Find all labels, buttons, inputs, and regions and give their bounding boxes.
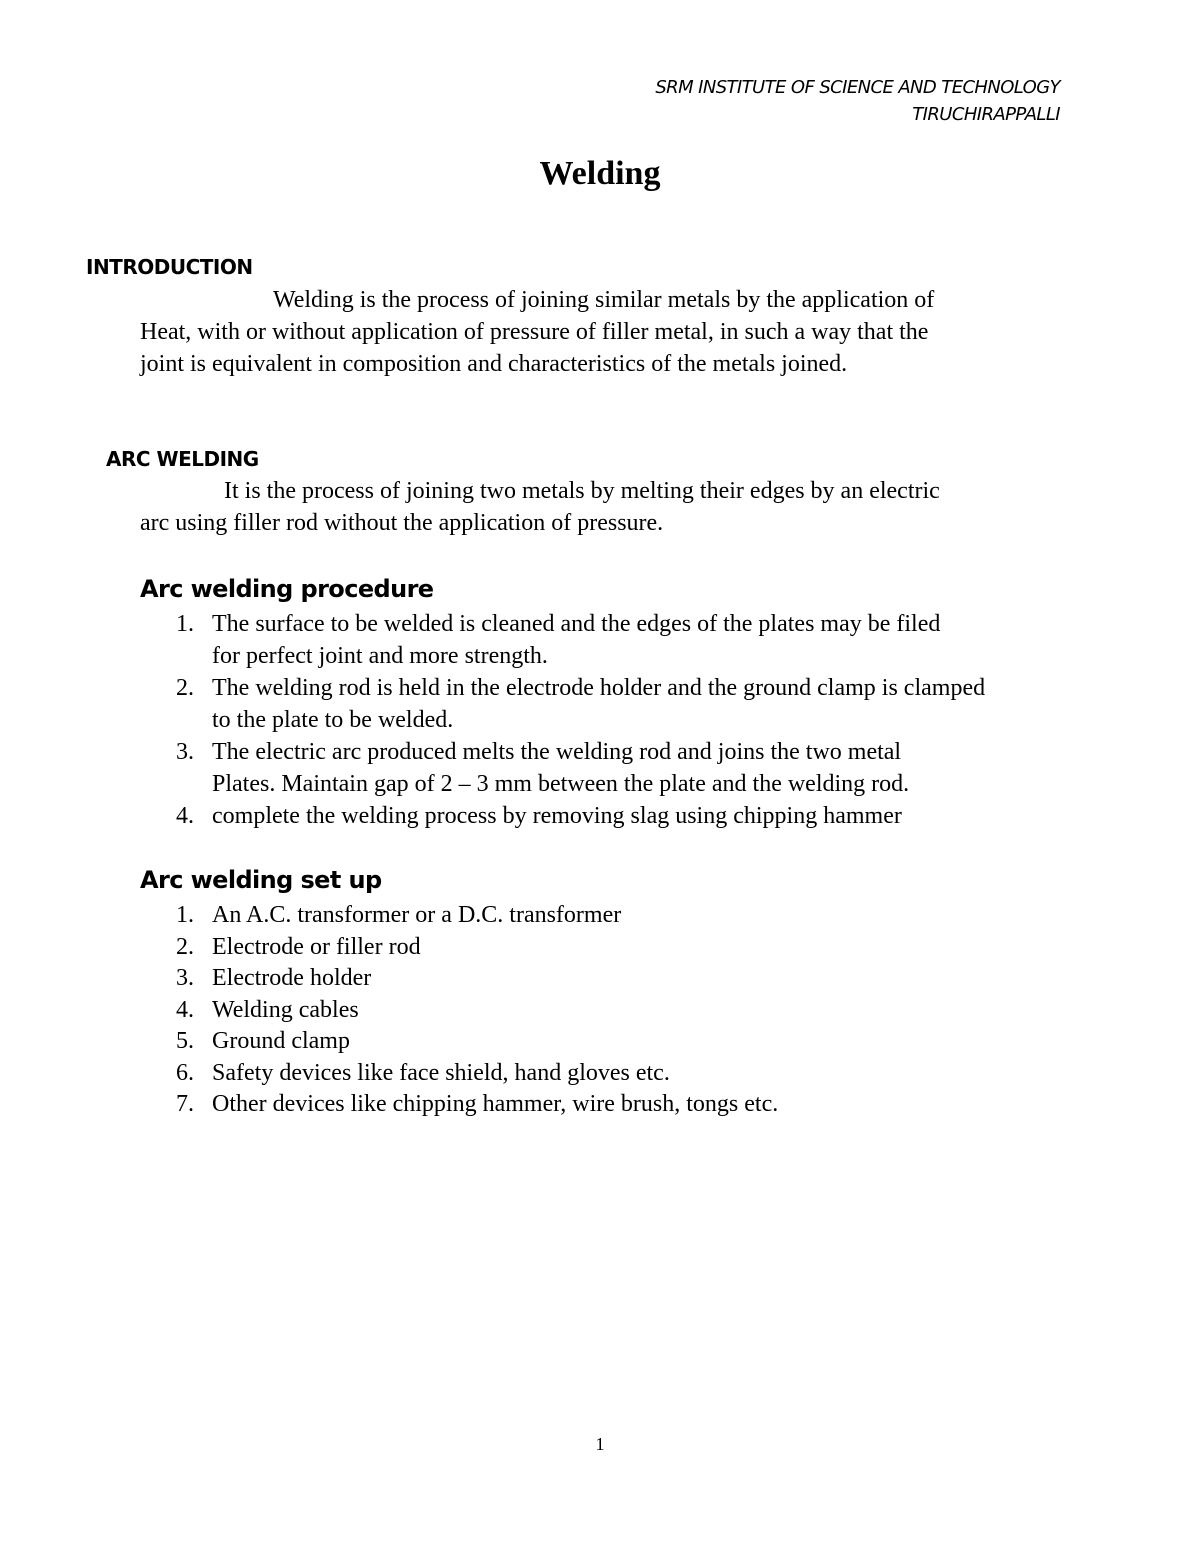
list-item	[170, 608, 985, 672]
list-item-text: Ground clamp	[212, 1028, 350, 1054]
list-item-number: 3.	[176, 965, 194, 991]
list-item-text: Plates. Maintain gap of 2 – 3 mm between the plate and the welding rod.	[212, 771, 910, 797]
list-item-number: 4.	[176, 996, 194, 1023]
list-item-text: The electric arc produced melts the welding rod and joins the two metal	[212, 739, 902, 765]
list-item-text: Electrode or filler rod	[212, 933, 421, 960]
list-item	[170, 672, 985, 736]
list-item-number: 1.	[176, 611, 194, 637]
list-item	[170, 800, 985, 832]
list-item-text: Welding cables	[212, 996, 359, 1023]
introduction-paragraph	[140, 284, 934, 380]
list-item	[170, 962, 778, 994]
list-item	[170, 931, 778, 963]
list-item	[170, 899, 778, 931]
introduction-line: joint is equivalent in composition and characteristics of the metals joined.	[140, 351, 848, 377]
list-item-text: complete the welding process by removing slag using chipping hammer	[212, 803, 902, 829]
list-item-number: 2.	[176, 675, 194, 701]
page-number: 1	[595, 1434, 605, 1454]
setup-heading: Arc welding set up	[140, 866, 382, 894]
list-item-text: to the plate to be welded.	[212, 707, 454, 733]
institution-location: TIRUCHIRAPPALLI	[912, 104, 1060, 125]
list-item-text: Safety devices like face shield, hand gloves etc.	[212, 1059, 670, 1086]
list-item-number: 3.	[176, 739, 194, 765]
setup-list	[170, 899, 778, 1120]
arc-welding-line: arc using filler rod without the application of pressure.	[140, 510, 664, 536]
list-item	[170, 736, 985, 800]
list-item	[170, 1057, 778, 1089]
procedure-heading: Arc welding procedure	[140, 575, 434, 603]
list-item-text: Electrode holder	[212, 965, 372, 991]
institution-name: SRM INSTITUTE OF SCIENCE AND TECHNOLOGY	[655, 77, 1060, 98]
list-item-text: The welding rod is held in the electrode holder and the ground clamp is clamped	[212, 675, 986, 701]
list-item-text: The surface to be welded is cleaned and the edges of the plates may be filed	[212, 611, 941, 637]
list-item-number: 1.	[176, 902, 194, 928]
introduction-line: Welding is the process of joining similar metals by the application of	[273, 287, 935, 313]
procedure-list	[170, 608, 985, 832]
list-item	[170, 1088, 778, 1120]
list-item-number: 5.	[176, 1028, 194, 1054]
arc-welding-paragraph	[140, 475, 940, 539]
introduction-line: Heat, with or without application of pressure of filler metal, in such a way that the	[140, 319, 929, 345]
list-item-text: Other devices like chipping hammer, wire brush, tongs etc.	[212, 1091, 779, 1117]
list-item-number: 4.	[176, 803, 194, 829]
arc-welding-line: It is the process of joining two metals by melting their edges by an electric	[224, 478, 940, 504]
page-header	[655, 74, 1060, 128]
arc-welding-heading: ARC WELDING	[106, 447, 259, 471]
introduction-heading: INTRODUCTION	[86, 255, 253, 279]
list-item-number: 7.	[176, 1091, 194, 1117]
list-item-number: 2.	[176, 933, 194, 960]
list-item	[170, 994, 778, 1026]
list-item-text: for perfect joint and more strength.	[212, 643, 548, 669]
document-title: Welding	[539, 155, 661, 192]
list-item-text: An A.C. transformer or a D.C. transformer	[212, 902, 622, 928]
list-item-number: 6.	[176, 1059, 194, 1086]
list-item	[170, 1025, 778, 1057]
